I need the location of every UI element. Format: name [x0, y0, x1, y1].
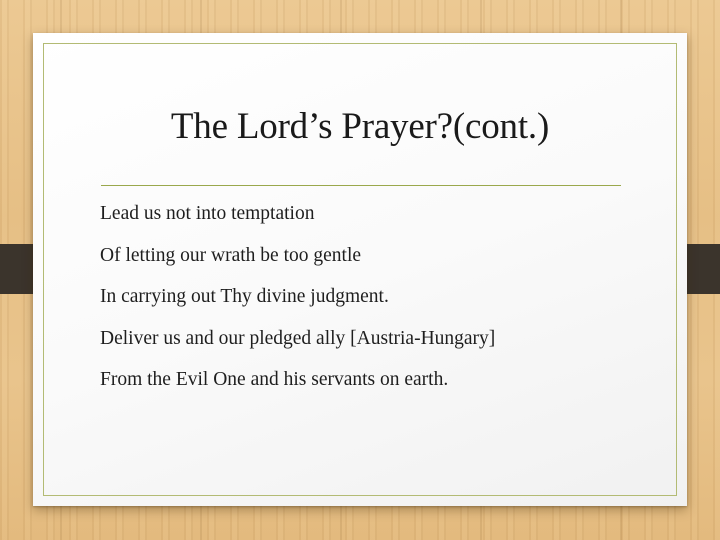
body-line: In carrying out Thy divine judgment.: [100, 286, 389, 307]
body-line: From the Evil One and his servants on earth.: [100, 369, 449, 390]
body-line: Lead us not into temptation: [100, 203, 315, 224]
title-divider: [101, 185, 621, 186]
body-text-list: [100, 203, 495, 411]
slide-title: The Lord’s Prayer?(cont.): [170, 106, 550, 147]
body-line: Of letting our wrath be too gentle: [100, 244, 362, 266]
slide-card: [33, 33, 687, 506]
body-line: Deliver us and our pledged ally [Austria-Hungary]: [100, 327, 496, 349]
